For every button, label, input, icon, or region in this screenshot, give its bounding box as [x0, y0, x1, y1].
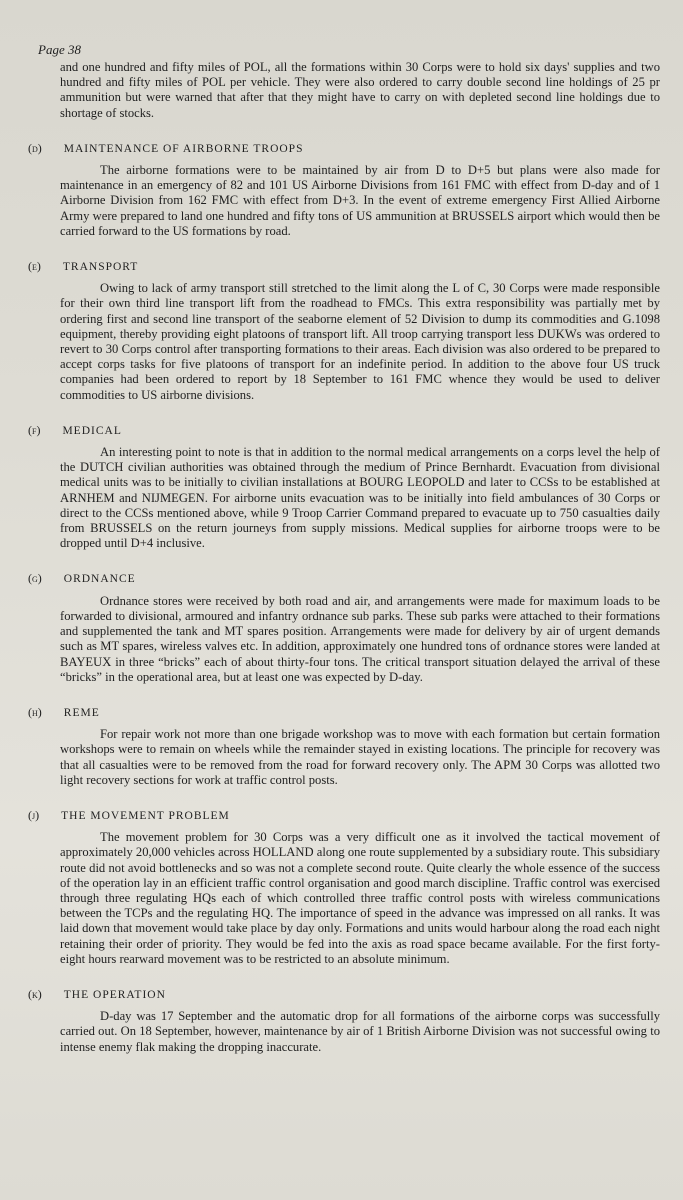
intro-paragraph: and one hundred and fifty miles of POL, all the formations within 30 Corps were to hold six days' supplies and two hundred and fifty miles of POL per vehicle. They were also ordered to carry double second line holdings of 25 pr ammunition but were warned that after that they might have to carry on with depleted second line holdings due to shortage of stocks.	[60, 60, 660, 120]
section-heading	[28, 987, 660, 1003]
section-title: MAINTENANCE OF AIRBORNE TROOPS	[63, 142, 304, 155]
section-paragraph: An interesting point to note is that in addition to the normal medical arrangements on a corps level the help of the DUTCH civilian authorities was obtained through the medium of Prince Bernhardt. Evacuation from divisional medical units was to be initially to civilian installations at BOURG LEOPOLD and later to CCSs to be established at ARNHEM and NIJMEGEN. For airborne units evacuation was to be initially into field ambulances of 30 Corps or direct to the CCSs mentioned above, while 9 Troop Carrier Command prepared to evacuate up to 750 casualties daily from BRUSSELS on the return journeys from supply missions. Medical supplies for airborne troops were to be dropped until D+4 inclusive.	[60, 445, 660, 551]
section-medical	[28, 422, 660, 552]
section-title: MEDICAL	[62, 424, 122, 437]
section-heading	[28, 423, 660, 439]
page-number: Page 38	[38, 42, 81, 57]
section-letter: (h)	[28, 704, 42, 719]
section-paragraph: The movement problem for 30 Corps was a very difficult one as it involved the tactical movement of approximately 20,000 vehicles across HOLLAND along one route supplemented by a subsidiary route. This subsidiary route did not avoid bottlenecks and so was not a complete second route. Quite clearly the whole essence of the success of the operation lay in an efficient traffic control organisation and good march discipline. Traffic control was exercised through three regulating HQs each of which controlled three traffic control posts with wireless communications between the TCPs and the regulating HQ. The importance of speed in the advance was impressed on all ranks. It was laid down that movement would take place by day only. Formations and units would harbour along the road each night retaining their order of priority. They would be fed into the axis as road space became available. For the first forty-eight hours rearward movement was to be restricted to an absolute minimum.	[60, 830, 660, 966]
section-letter: (g)	[28, 571, 42, 586]
section-heading	[28, 141, 660, 157]
section-maintenance-airborne	[28, 140, 660, 239]
section-title: THE MOVEMENT PROBLEM	[61, 809, 230, 822]
section-title: THE OPERATION	[63, 988, 166, 1001]
section-paragraph: For repair work not more than one brigade workshop was to move with each formation but certain formation workshops were to remain on wheels while the remainder stayed in existing locations. The principle for recovery was that all casualties were to be removed from the road for forward recovery only. The APM 30 Corps was allotted two light recovery sections for work at traffic control posts.	[60, 727, 660, 787]
section-heading	[28, 571, 660, 587]
section-letter: (d)	[28, 140, 42, 155]
section-paragraph: The airborne formations were to be maintained by air from D to D+5 but plans were also made for maintenance in an emergency of 82 and 101 US Airborne Divisions from 161 FMC with effect from D-day and of 1 Airborne Division from 162 FMC with effect from D+3. In the event of extreme emergency First Allied Airborne Army were prepared to land one hundred and fifty tons of US ammunition at BRUSSELS airport which would then be carried forward to the US formations by road.	[60, 163, 660, 238]
section-paragraph: Ordnance stores were received by both road and air, and arrangements were made for maximum loads to be forwarded to divisional, armoured and infantry ordnance sub parks. These sub parks were attached to their formations and supplemented the tank and MT spares position. Arrangements were made for delivery by air of urgent demands such as MT spares, wireless valves etc. In addition, approximately one hundred tons of ordnance stores were landed at BAYEUX in three “bricks” each of about thirty-four tons. The critical transport situation delayed the arrival of these “bricks” in the operational area, but at least one was expected by D-day.	[60, 593, 660, 684]
section-letter: (f)	[28, 422, 41, 437]
section-title: REME	[63, 706, 100, 719]
section-movement-problem	[28, 807, 660, 967]
section-transport	[28, 259, 660, 403]
section-letter: (j)	[28, 807, 40, 822]
section-heading	[28, 705, 660, 721]
section-operation	[28, 986, 660, 1055]
section-heading	[28, 808, 660, 824]
page-body	[28, 60, 660, 1055]
section-letter: (k)	[28, 986, 42, 1001]
section-paragraph: D-day was 17 September and the automatic drop for all formations of the airborne corps was successfully carried out. On 18 September, however, maintenance by air of 1 British Airborne Division was not successful owing to intense enemy flak making the dropping inaccurate.	[60, 1009, 660, 1054]
section-title: TRANSPORT	[62, 261, 139, 274]
section-heading	[28, 259, 660, 275]
section-reme	[28, 704, 660, 788]
section-letter: (e)	[28, 259, 41, 274]
section-ordnance	[28, 571, 660, 684]
section-paragraph: Owing to lack of army transport still stretched to the limit along the L of C, 30 Corps were made responsible for their own third line transport lift from the roadhead to FMCs. This extra responsibility was partially met by ordering first and second line transport of the seaborne element of 52 Division to dump its commodities and G.1098 equipment, thereby providing eight platoons of transport lift. All troop carrying transport less DUKWs was ordered to revert to 30 Corps control after transporting formations to their areas. Each division was also ordered to be prepared to accept corps tasks for five platoons of transport for an indefinite period. In addition to the above four US truck companies had been ordered to report by 18 September to 161 FMC whence they would be used to deliver commodities to US airborne divisions.	[60, 281, 660, 402]
section-title: ORDNANCE	[63, 573, 136, 586]
